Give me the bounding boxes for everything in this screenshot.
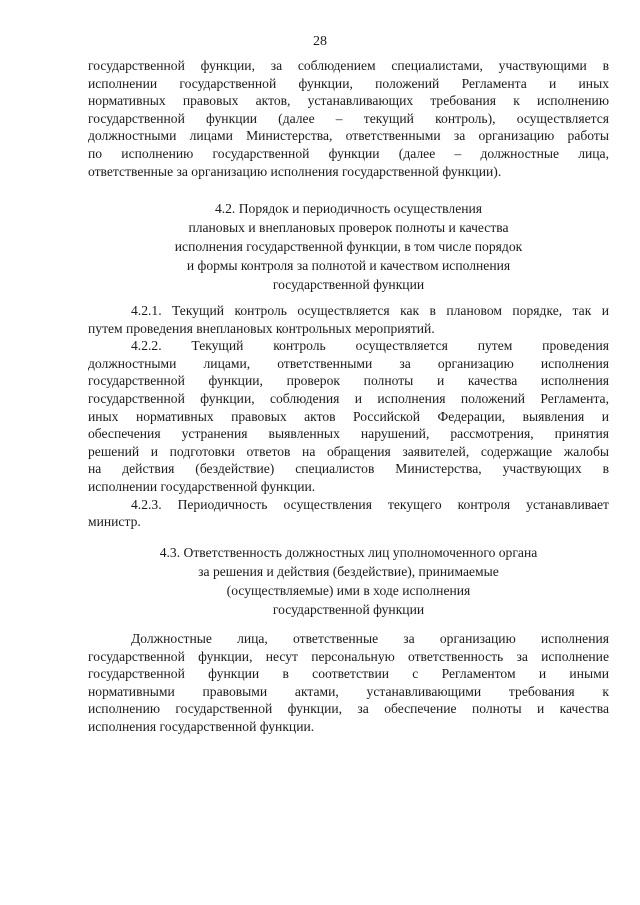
section-4-2-body xyxy=(88,302,609,531)
intro-paragraph xyxy=(88,57,609,180)
text-line: ответственные за организацию исполнения государственной функции). xyxy=(88,163,502,179)
text-line: нормативных правовых актов, устанавливающих требования к исполнению xyxy=(88,93,609,109)
heading-line: государственной функции xyxy=(272,602,425,617)
heading-line: 4.2. Порядок и периодичность осуществления xyxy=(214,201,483,216)
heading-line: исполнения государственной функции, в том числе порядок xyxy=(174,239,523,254)
text-line: должностными лицами, ответственными за организацию исполнения xyxy=(88,355,609,371)
text-line: иных нормативных правовых актов Российской Федерации, выявления и xyxy=(88,408,609,424)
text-line: 4.2.2. Текущий контроль осуществляется путем проведения xyxy=(131,338,609,354)
text-line: исполнении государственной функции, положений Регламента и иных xyxy=(88,75,609,91)
text-line: 4.2.1. Текущий контроль осуществляется как в плановом порядке, так и xyxy=(131,303,609,318)
heading-line: за решения и действия (бездействие), принимаемые xyxy=(198,564,499,579)
text-line: нормативными правовыми актами, устанавливающими требования к xyxy=(88,683,609,699)
text-line: должностными лицами Министерства, ответственными за организацию работы xyxy=(88,128,609,144)
section-heading-4-2 xyxy=(88,199,609,294)
text-line: путем проведения внеплановых контрольных мероприятий. xyxy=(88,320,435,336)
text-line: государственной функции в соответствии с Регламентом и иными xyxy=(88,666,609,682)
text-line: обеспечения устранения выявленных нарушений, рассмотрения, принятия xyxy=(88,426,609,442)
text-line: государственной функции, соблюдения и исполнения положений Регламента, xyxy=(88,390,609,406)
text-line: министр. xyxy=(88,514,141,530)
heading-line: 4.3. Ответственность должностных лиц уполномоченного органа xyxy=(159,545,538,560)
text-line: исполнения государственной функции. xyxy=(88,718,315,734)
text-line: государственной функции, проверок полноты и качества исполнения xyxy=(88,373,609,389)
heading-line: плановых и внеплановых проверок полноты и качества xyxy=(188,220,509,235)
text-line: по исполнению государственной функции (далее – должностные лица, xyxy=(88,145,609,161)
text-line: 4.2.3. Периодичность осуществления текущего контроля устанавливает xyxy=(131,496,609,512)
text-line: исполнению государственной функции, за обеспечение полноты и качества xyxy=(88,701,609,717)
heading-line: (осуществляемые) ими в ходе исполнения xyxy=(226,583,471,598)
text-line: государственной функции, за соблюдением специалистами, участвующими в xyxy=(88,58,609,73)
page-number: 28 xyxy=(313,34,327,49)
text-line: исполнении государственной функции. xyxy=(88,478,316,494)
text-line: государственной функции, несут персональную ответственность за исполнение xyxy=(88,648,609,664)
text-line: государственной функции (далее – текущий контроль), осуществляется xyxy=(88,110,609,126)
text-line: решений и подготовки ответов на обращения заявителей, содержащие жалобы xyxy=(88,443,609,459)
text-line: на действия (бездействие) специалистов Министерства, участвующих в xyxy=(88,461,609,477)
section-4-3-body xyxy=(88,630,609,736)
text-line: Должностные лица, ответственные за организацию исполнения xyxy=(131,631,609,646)
section-heading-4-3 xyxy=(88,543,609,619)
heading-line: и формы контроля за полнотой и качеством исполнения xyxy=(186,258,511,273)
heading-line: государственной функции xyxy=(272,277,425,292)
